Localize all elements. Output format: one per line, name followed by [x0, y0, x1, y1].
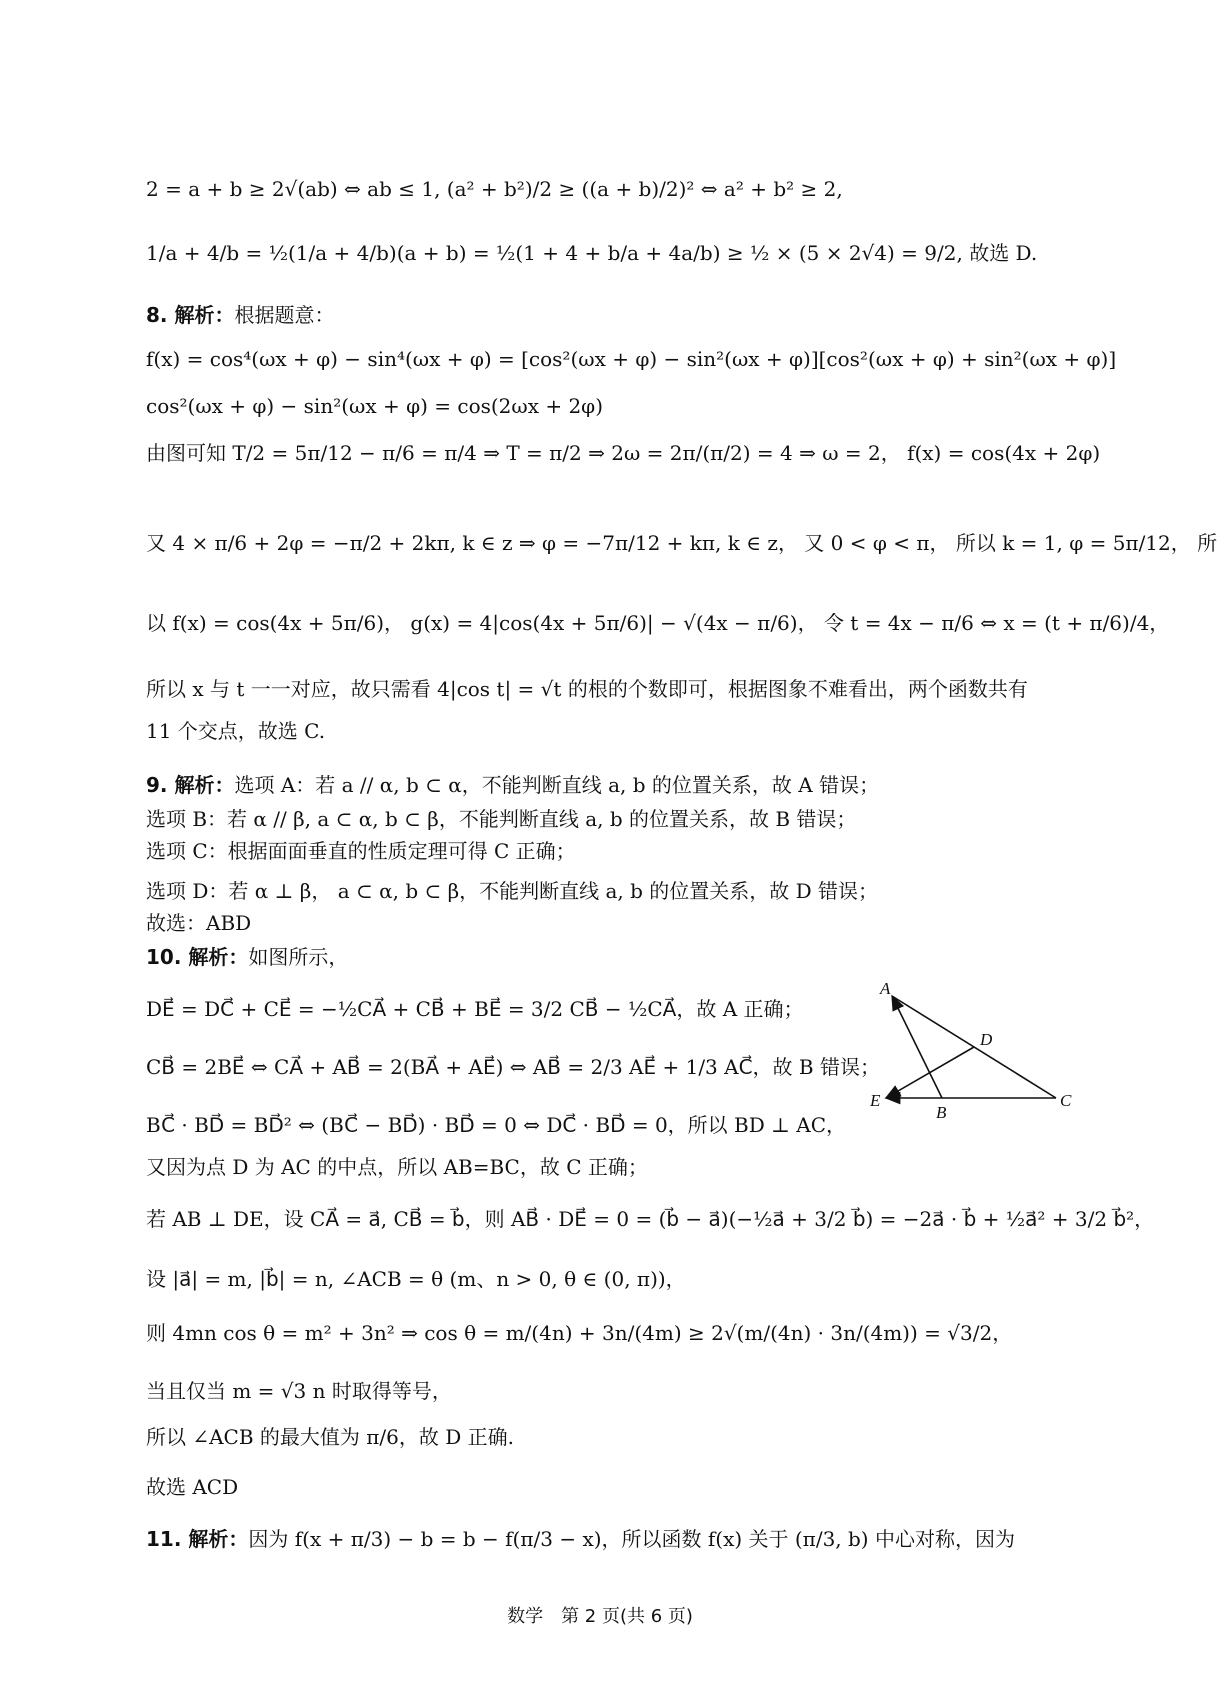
equation-line-10: 11 个交点，故选 C.	[146, 719, 326, 743]
equation-line-20: 又因为点 D 为 AC 的中点，所以 AB=BC，故 C 正确；	[146, 1155, 648, 1179]
equation-line-8: 以 f(x) = cos(4x + 5π/6)， g(x) = 4|cos(4x + 5π/6)| − √(4x − π/6)， 令 t = 4x − π/6 ⇔ x = (t + π/6)/4，	[146, 611, 1170, 635]
solution-number: 8. 解析：	[146, 303, 235, 327]
equation-line-5: cos²(ωx + φ) − sin²(ωx + φ) = cos(2ωx + 2φ)	[146, 394, 603, 418]
answer-line-10: 故选 ACD	[146, 1475, 239, 1499]
equation-line-21: 若 AB ⊥ DE，设 CA⃗ = a⃗, CB⃗ = b⃗，则 AB⃗ · DE⃗ = 0 = (b⃗ − a⃗)(−½a⃗ + 3/2 b⃗) = −2a⃗ · b⃗ + ½a⃗² + 3/2 b⃗²，	[146, 1207, 1155, 1231]
solution-text: 因为 f(x + π/3) − b = b − f(π/3 − x)，所以函数 f(x) 关于 (π/3, b) 中心对称，因为	[248, 1527, 1015, 1551]
equation-line-17: DE⃗ = DC⃗ + CE⃗ = −½CA⃗ + CB⃗ + BE⃗ = 3/2 CB⃗ − ½CA⃗，故 A 正确；	[146, 997, 804, 1021]
equation-line-24: 当且仅当 m = √3 n 时取得等号，	[146, 1379, 452, 1403]
label-a: A	[880, 979, 891, 998]
equation-line-6: 由图可知 T/2 = 5π/12 − π/6 = π/4 ⇒ T = π/2 ⇒ 2ω = 2π/(π/2) = 4 ⇒ ω = 2， f(x) = cos(4x + 2φ)	[146, 441, 1101, 465]
answer-line-9: 故选：ABD	[146, 911, 252, 935]
triangle-figure	[860, 970, 1070, 1120]
equation-line-2: 1/a + 4/b = ½(1/a + 4/b)(a + b) = ½(1 + 4 + b/a + 4a/b) ≥ ½ × (5 × 2√4) = 9/2, 故选 D.	[146, 241, 1038, 265]
label-d: D	[980, 1030, 993, 1049]
solution-10-heading	[146, 944, 1076, 970]
equation-line-7: 又 4 × π/6 + 2φ = −π/2 + 2kπ, k ∈ z ⇒ φ = −7π/12 + kπ, k ∈ z， 又 0 < φ < π， 所以 k = 1, φ = 5π/12， 所	[146, 531, 1217, 555]
solution-text: 根据题意：	[234, 303, 335, 327]
solution-number: 11. 解析：	[146, 1527, 249, 1551]
equation-line-22: 设 |a⃗| = m, |b⃗| = n, ∠ACB = θ (m、n > 0, θ ∈ (0, π))，	[146, 1267, 686, 1291]
segment-de	[886, 1047, 974, 1098]
equation-line-23: 则 4mn cos θ = m² + 3n² ⇒ cos θ = m/(4n) + 3n/(4m) ≥ 2√(m/(4n) · 3n/(4m)) = √3/2，	[146, 1321, 1013, 1345]
solution-text: 选项 A：若 a // α, b ⊂ α，不能判断直线 a, b 的位置关系，故 A 错误；	[234, 773, 880, 797]
label-c: C	[1060, 1091, 1072, 1110]
solution-8-heading	[146, 302, 1076, 328]
solution-text: 如图所示，	[248, 945, 349, 969]
equation-line-19: BC⃗ · BD⃗ = BD⃗² ⇔ (BC⃗ − BD⃗) · BD⃗ = 0 ⇔ DC⃗ · BD⃗ = 0，所以 BD ⊥ AC，	[146, 1113, 847, 1137]
equation-line-9: 所以 x 与 t 一一对应，故只需看 4|cos t| = √t 的根的个数即可，根据图象不难看出，两个函数共有	[146, 677, 1028, 701]
equation-line-4: f(x) = cos⁴(ωx + φ) − sin⁴(ωx + φ) = [cos²(ωx + φ) − sin²(ωx + φ)][cos²(ωx + φ) + sin²(ωx + φ)]	[146, 347, 1117, 371]
solution-number: 9. 解析：	[146, 773, 235, 797]
equation-line-1: 2 = a + b ≥ 2√(ab) ⇔ ab ≤ 1, (a² + b²)/2 ≥ ((a + b)/2)² ⇔ a² + b² ≥ 2,	[146, 177, 843, 201]
equation-line-18: CB⃗ = 2BE⃗ ⇔ CA⃗ + AB⃗ = 2(BA⃗ + AE⃗) ⇔ AB⃗ = 2/3 AE⃗ + 1/3 AC⃗，故 B 错误；	[146, 1055, 880, 1079]
solution-number: 10. 解析：	[146, 945, 249, 969]
solution-9-heading	[146, 772, 1076, 798]
option-d-line: 选项 D：若 α ⊥ β， a ⊂ α, b ⊂ β，不能判断直线 a, b 的位置关系，故 D 错误；	[146, 879, 879, 903]
page-footer: 数学 第 2 页(共 6 页)	[507, 1606, 693, 1627]
label-e: E	[870, 1091, 881, 1110]
solution-11-heading	[146, 1526, 1076, 1552]
equation-line-25: 所以 ∠ACB 的最大值为 π/6，故 D 正确.	[146, 1425, 514, 1449]
option-b-line: 选项 B：若 α // β, a ⊂ α, b ⊂ β，不能判断直线 a, b 的位置关系，故 B 错误；	[146, 807, 857, 831]
label-b: B	[936, 1103, 947, 1122]
option-c-line: 选项 C：根据面面垂直的性质定理可得 C 正确；	[146, 839, 576, 863]
